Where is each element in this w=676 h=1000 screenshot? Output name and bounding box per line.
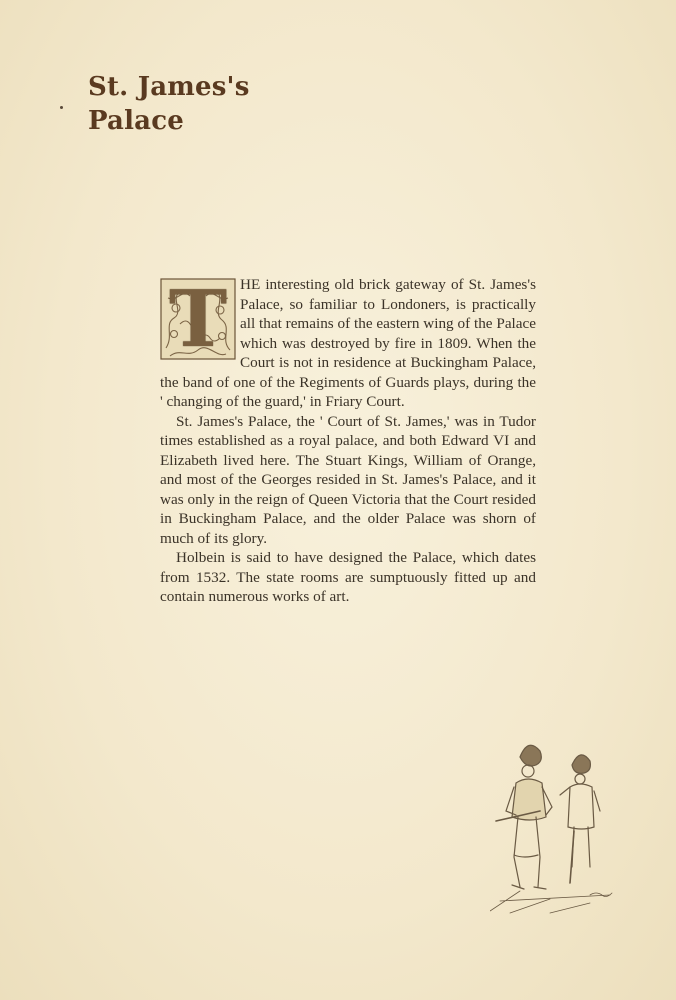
paragraph-1-text: HE interesting old brick gateway of St. James's Palace, so familiar to Londoners, is practically all that remains of the eastern wing of the Palace which was destroyed by fire in 1809. When the Court is not in residence at Buckingham Palace, the band of one of the Regiments of Guards plays, during the ' changing of the guard,' in Friary Court.: [160, 276, 536, 410]
article-body: [160, 275, 536, 607]
paragraph-1: [160, 275, 536, 412]
page-title: [88, 70, 250, 138]
paragraph-2: St. James's Palace, the ' Court of St. James,' was in Tudor times established as a royal palace, and both Edward VI and Elizabeth lived here. The Stuart Kings, William of Orange, and most of the Georges resided in St. James's Palace, and it was only in the reign of Queen Victoria that the Court resided in Buckingham Palace, and the older Palace was shorn of much of its glory.: [160, 412, 536, 547]
paragraph-3: Holbein is said to have designed the Palace, which dates from 1532. The state rooms are sumptuously fitted up and contain numerous works of art.: [160, 549, 536, 605]
title-line-1: St. James's: [88, 72, 250, 102]
drop-cap-letter: T: [168, 274, 228, 365]
ornamental-drop-cap: [160, 274, 236, 365]
title-line-2: Palace: [88, 106, 184, 136]
guardsmen-sketch-icon: [490, 735, 620, 915]
ink-speck: [60, 106, 63, 109]
